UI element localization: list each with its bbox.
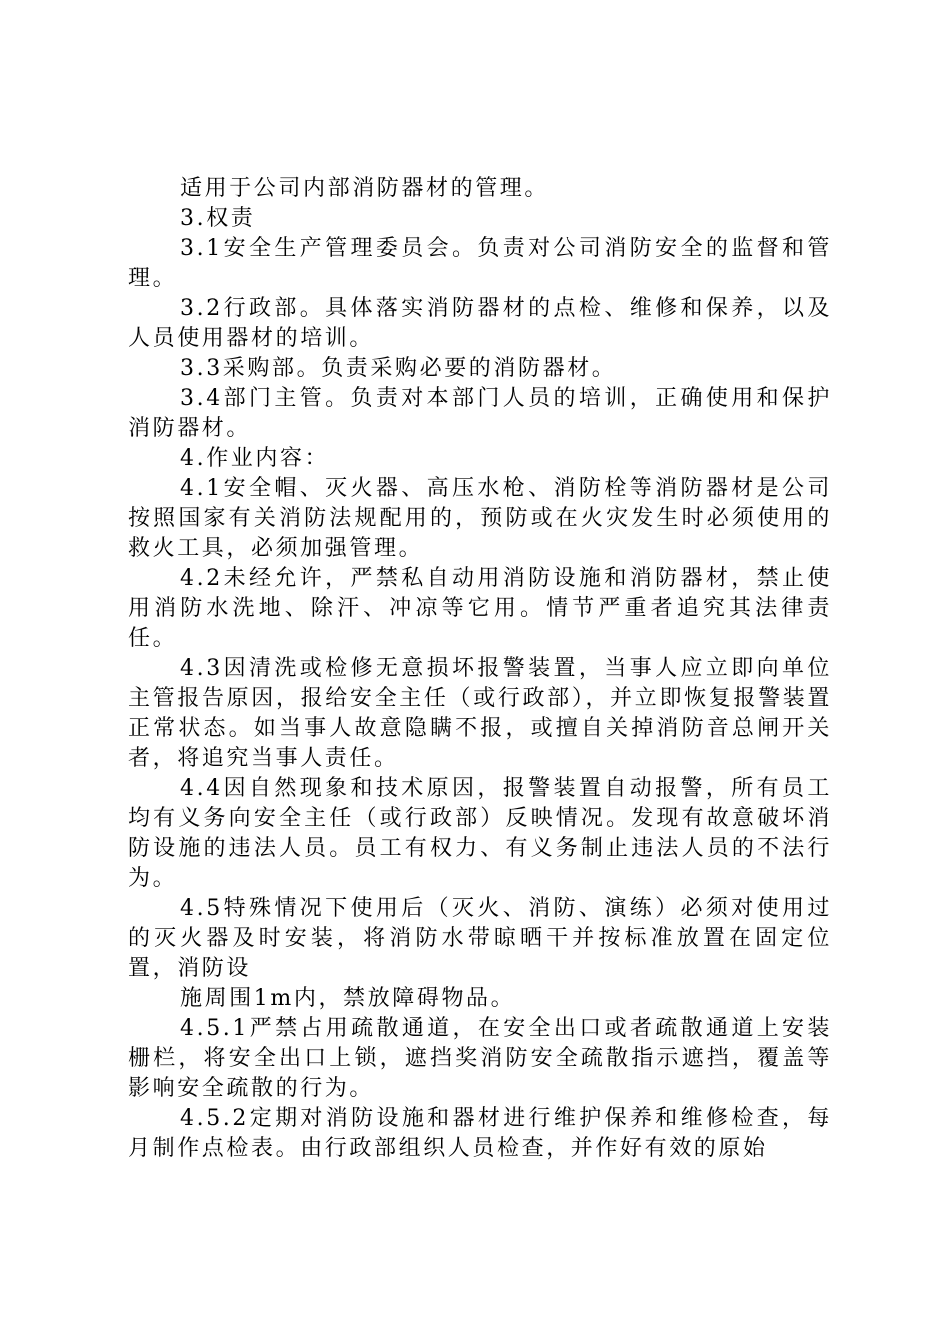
paragraph-3-4: 3.4部门主管。负责对本部门人员的培训，正确使用和保护消防器材。	[128, 386, 832, 441]
paragraph-3-1: 3.1安全生产管理委员会。负责对公司消防安全的监督和管理。	[128, 236, 832, 291]
paragraph-4-3: 4.3因清洗或检修无意损坏报警装置，当事人应立即向单位主管报告原因，报给安全主任（或行政部），并立即恢复报警装置正常状态。如当事人故意隐瞒不报，或擅自关掉消防音总闸开关者，将追究当事人责任。	[128, 656, 832, 771]
heading-work-content: 4.作业内容：	[180, 446, 330, 471]
paragraph-4-2: 4.2未经允许，严禁私自动用消防设施和消防器材，禁止使用消防水洗地、除汗、冲凉等它用。情节严重者追究其法律责任。	[128, 566, 832, 651]
paragraph-4-5: 4.5特殊情况下使用后（灭火、消防、演练）必须对使用过的灭火器及时安装，将消防水带晾晒干并按标准放置在固定位置，消防设	[128, 896, 832, 981]
paragraph-scope: 适用于公司内部消防器材的管理。	[180, 176, 550, 201]
paragraph-3-2: 3.2行政部。具体落实消防器材的点检、维修和保养，以及人员使用器材的培训。	[128, 296, 832, 351]
heading-responsibilities: 3.权责	[180, 206, 256, 231]
paragraph-4-5-1: 4.5.1严禁占用疏散通道，在安全出口或者疏散通道上安装栅栏，将安全出口上锁，遮挡奖消防安全疏散指示遮挡，覆盖等影响安全疏散的行为。	[128, 1016, 832, 1101]
paragraph-4-5-continued: 施周围1m内，禁放障碍物品。	[180, 986, 516, 1011]
paragraph-4-1: 4.1安全帽、灭火器、高压水枪、消防栓等消防器材是公司按照国家有关消防法规配用的，预防或在火灾发生时必须使用的救火工具，必须加强管理。	[128, 476, 832, 561]
paragraph-4-5-2: 4.5.2定期对消防设施和器材进行维护保养和维修检查，每月制作点检表。由行政部组织人员检查，并作好有效的原始	[128, 1106, 832, 1161]
document-body	[128, 174, 832, 1164]
paragraph-3-3: 3.3采购部。负责采购必要的消防器材。	[180, 356, 617, 381]
paragraph-4-4: 4.4因自然现象和技术原因，报警装置自动报警，所有员工均有义务向安全主任（或行政部）反映情况。发现有故意破坏消防设施的违法人员。员工有权力、有义务制止违法人员的不法行为。	[128, 776, 832, 891]
